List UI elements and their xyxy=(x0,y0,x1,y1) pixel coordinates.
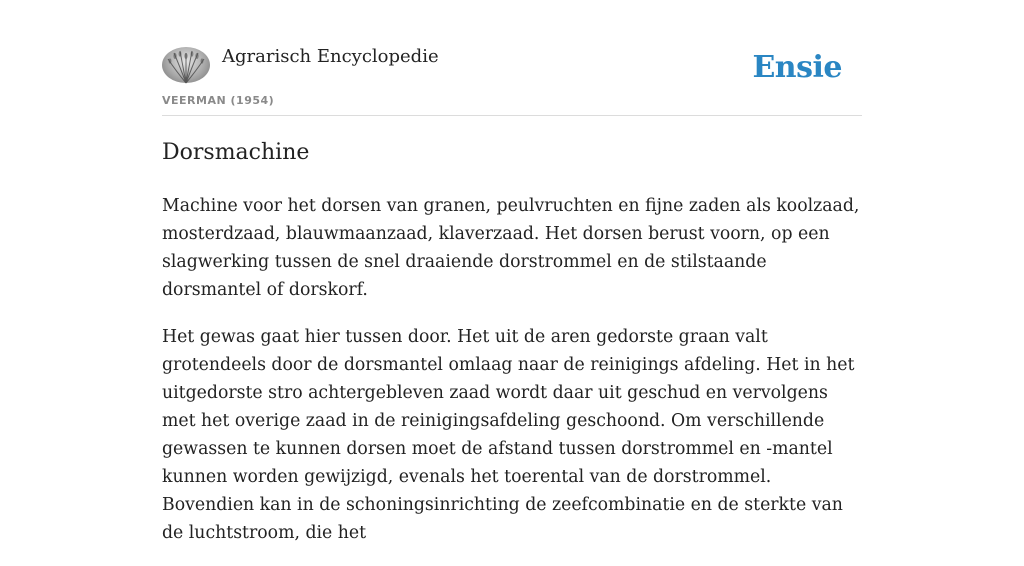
article-paragraph: Machine voor het dorsen van granen, peulvruchten en fijne zaden als koolzaad, mosterdzaad, blauwmaanzaad, klaverzaad. Het dorsen berust voorn, op een slagwerking tussen de snel draaiende dorstrommel en de stilstaande dorsmantel of dorskorf. xyxy=(162,196,860,300)
content-container xyxy=(162,0,862,543)
article-paragraph: Het gewas gaat hier tussen door. Het uit de aren gedorste graan valt grotendeels door de dorsmantel omlaag naar de reinigings afdeling. Het in het uitgedorste stro achtergebleven zaad wordt daar uit geschud en vervolgens met het overige zaad in de reinigingsafdeling geschoond. Om verschillende gewassen te kunnen dorsen moet de afstand tussen dorstrommel en -mantel kunnen worden gewijzigd, evenals het toerental van de dorstrommel. Bovendien kan in de schoningsinrichting de zeefcombinatie en de sterkte van de luchtstroom, die het xyxy=(162,327,855,543)
article-title: Dorsmachine xyxy=(162,140,310,165)
wheat-thumbnail-icon[interactable] xyxy=(162,47,210,83)
source-header xyxy=(162,0,862,116)
brand-logo[interactable]: Ensie xyxy=(752,50,842,85)
source-meta: VEERMAN (1954) xyxy=(162,94,275,107)
source-title[interactable]: Agrarisch Encyclopedie xyxy=(222,46,439,67)
article-body xyxy=(162,192,862,566)
